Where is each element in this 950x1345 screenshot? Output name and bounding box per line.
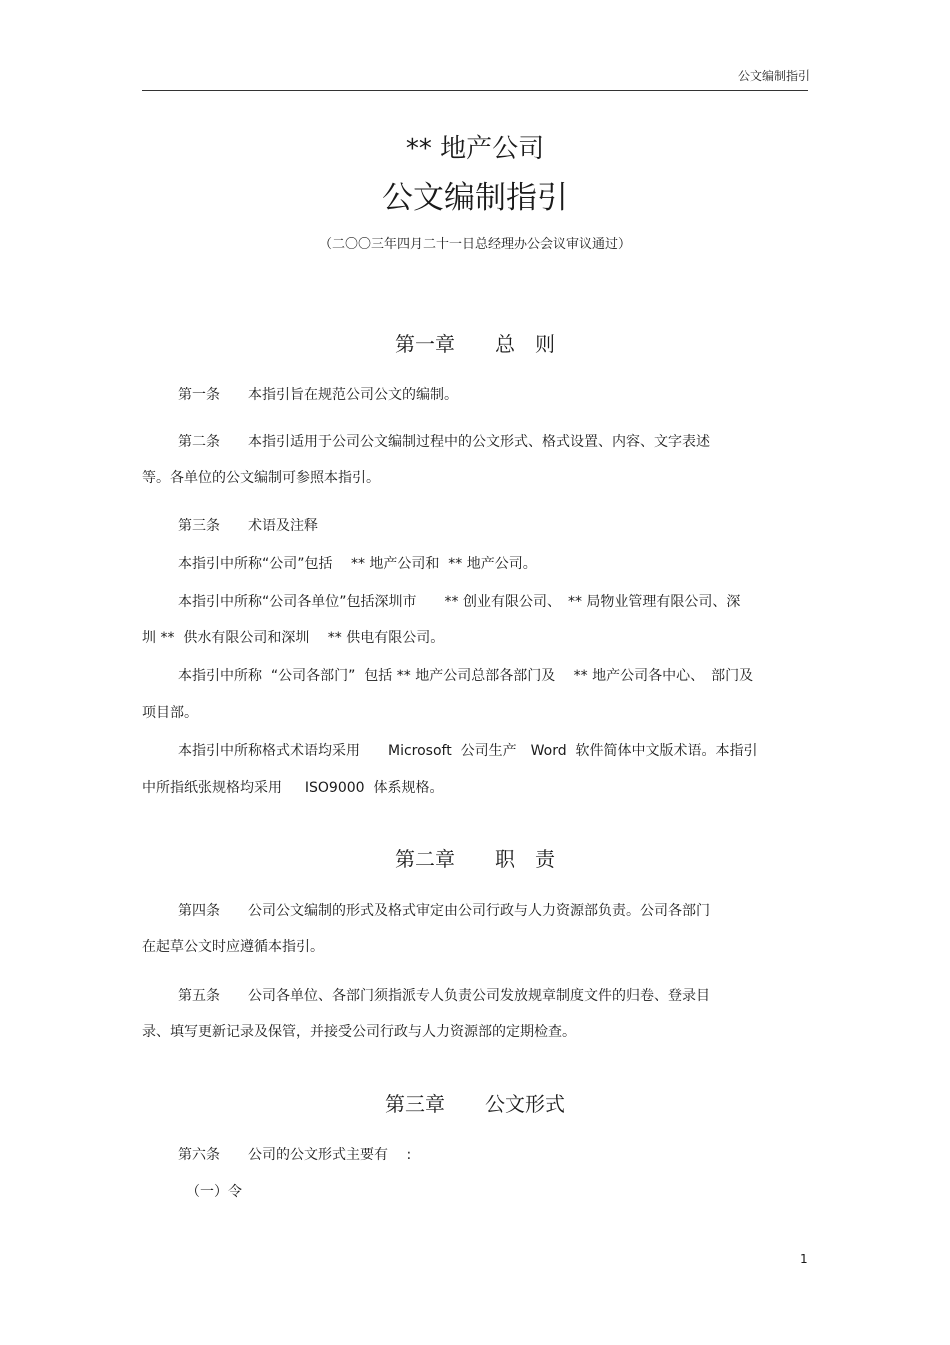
chapter-label: 第二章: [395, 847, 455, 871]
article-line: 第六条 公司的公文形式主要有 :: [178, 1147, 412, 1163]
article-line: 本指引中所称“公司”包括 ** 地产公司和 ** 地产公司。: [178, 556, 537, 572]
article-line: 等。各单位的公文编制可参照本指引。: [142, 470, 380, 486]
approval-note: （二〇〇三年四月二十一日总经理办公会议审议通过）: [318, 237, 631, 252]
company-title: ** 地产公司: [405, 134, 545, 164]
running-header: 公文编制指引: [737, 69, 810, 83]
header-divider: [142, 90, 808, 91]
page-number: 1: [800, 1252, 808, 1266]
article-line: 本指引中所称 “公司各部门” 包括 ** 地产公司总部各部门及 ** 地产公司各中心、 部门及: [178, 668, 754, 684]
article-line: 第二条 本指引适用于公司公文编制过程中的公文形式、格式设置、内容、文字表述: [178, 434, 710, 450]
article-line: 第四条 公司公文编制的形式及格式审定由公司行政与人力资源部负责。公司各部门: [178, 903, 710, 919]
article-line: 中所指纸张规格均采用 ISO9000 体系规格。: [142, 780, 444, 796]
document-title: 公文编制指引: [382, 180, 568, 216]
chapter-label: 第一章: [395, 332, 455, 356]
article-line: 在起草公文时应遵循本指引。: [142, 939, 324, 955]
article-line: 第一条 本指引旨在规范公司公文的编制。: [178, 387, 458, 403]
article-line: 第五条 公司各单位、各部门须指派专人负责公司发放规章制度文件的归卷、登录目: [178, 988, 710, 1004]
article-line: 圳 ** 供水有限公司和深圳 ** 供电有限公司。: [142, 630, 445, 646]
chapter-heading-1: [0, 328, 950, 357]
chapter-name: 职 责: [495, 847, 555, 871]
chapter-name: 公文形式: [485, 1092, 565, 1116]
article-line: 项目部。: [142, 705, 198, 721]
article-line: 本指引中所称格式术语均采用 Microsoft 公司生产 Word 软件简体中文版术语。本指引: [178, 743, 758, 759]
chapter-heading-3: [0, 1088, 950, 1117]
chapter-heading-2: [0, 843, 950, 872]
chapter-name: 总 则: [495, 332, 555, 356]
article-line: 录、填写更新记录及保管，并接受公司行政与人力资源部的定期检查。: [142, 1024, 576, 1040]
chapter-label: 第三章: [385, 1092, 445, 1116]
article-line: 本指引中所称“公司各单位”包括深圳市 ** 创业有限公司、 ** 局物业管理有限公司、深: [178, 594, 741, 610]
list-item: （一）令: [186, 1184, 242, 1200]
article-line: 第三条 术语及注释: [178, 518, 318, 534]
